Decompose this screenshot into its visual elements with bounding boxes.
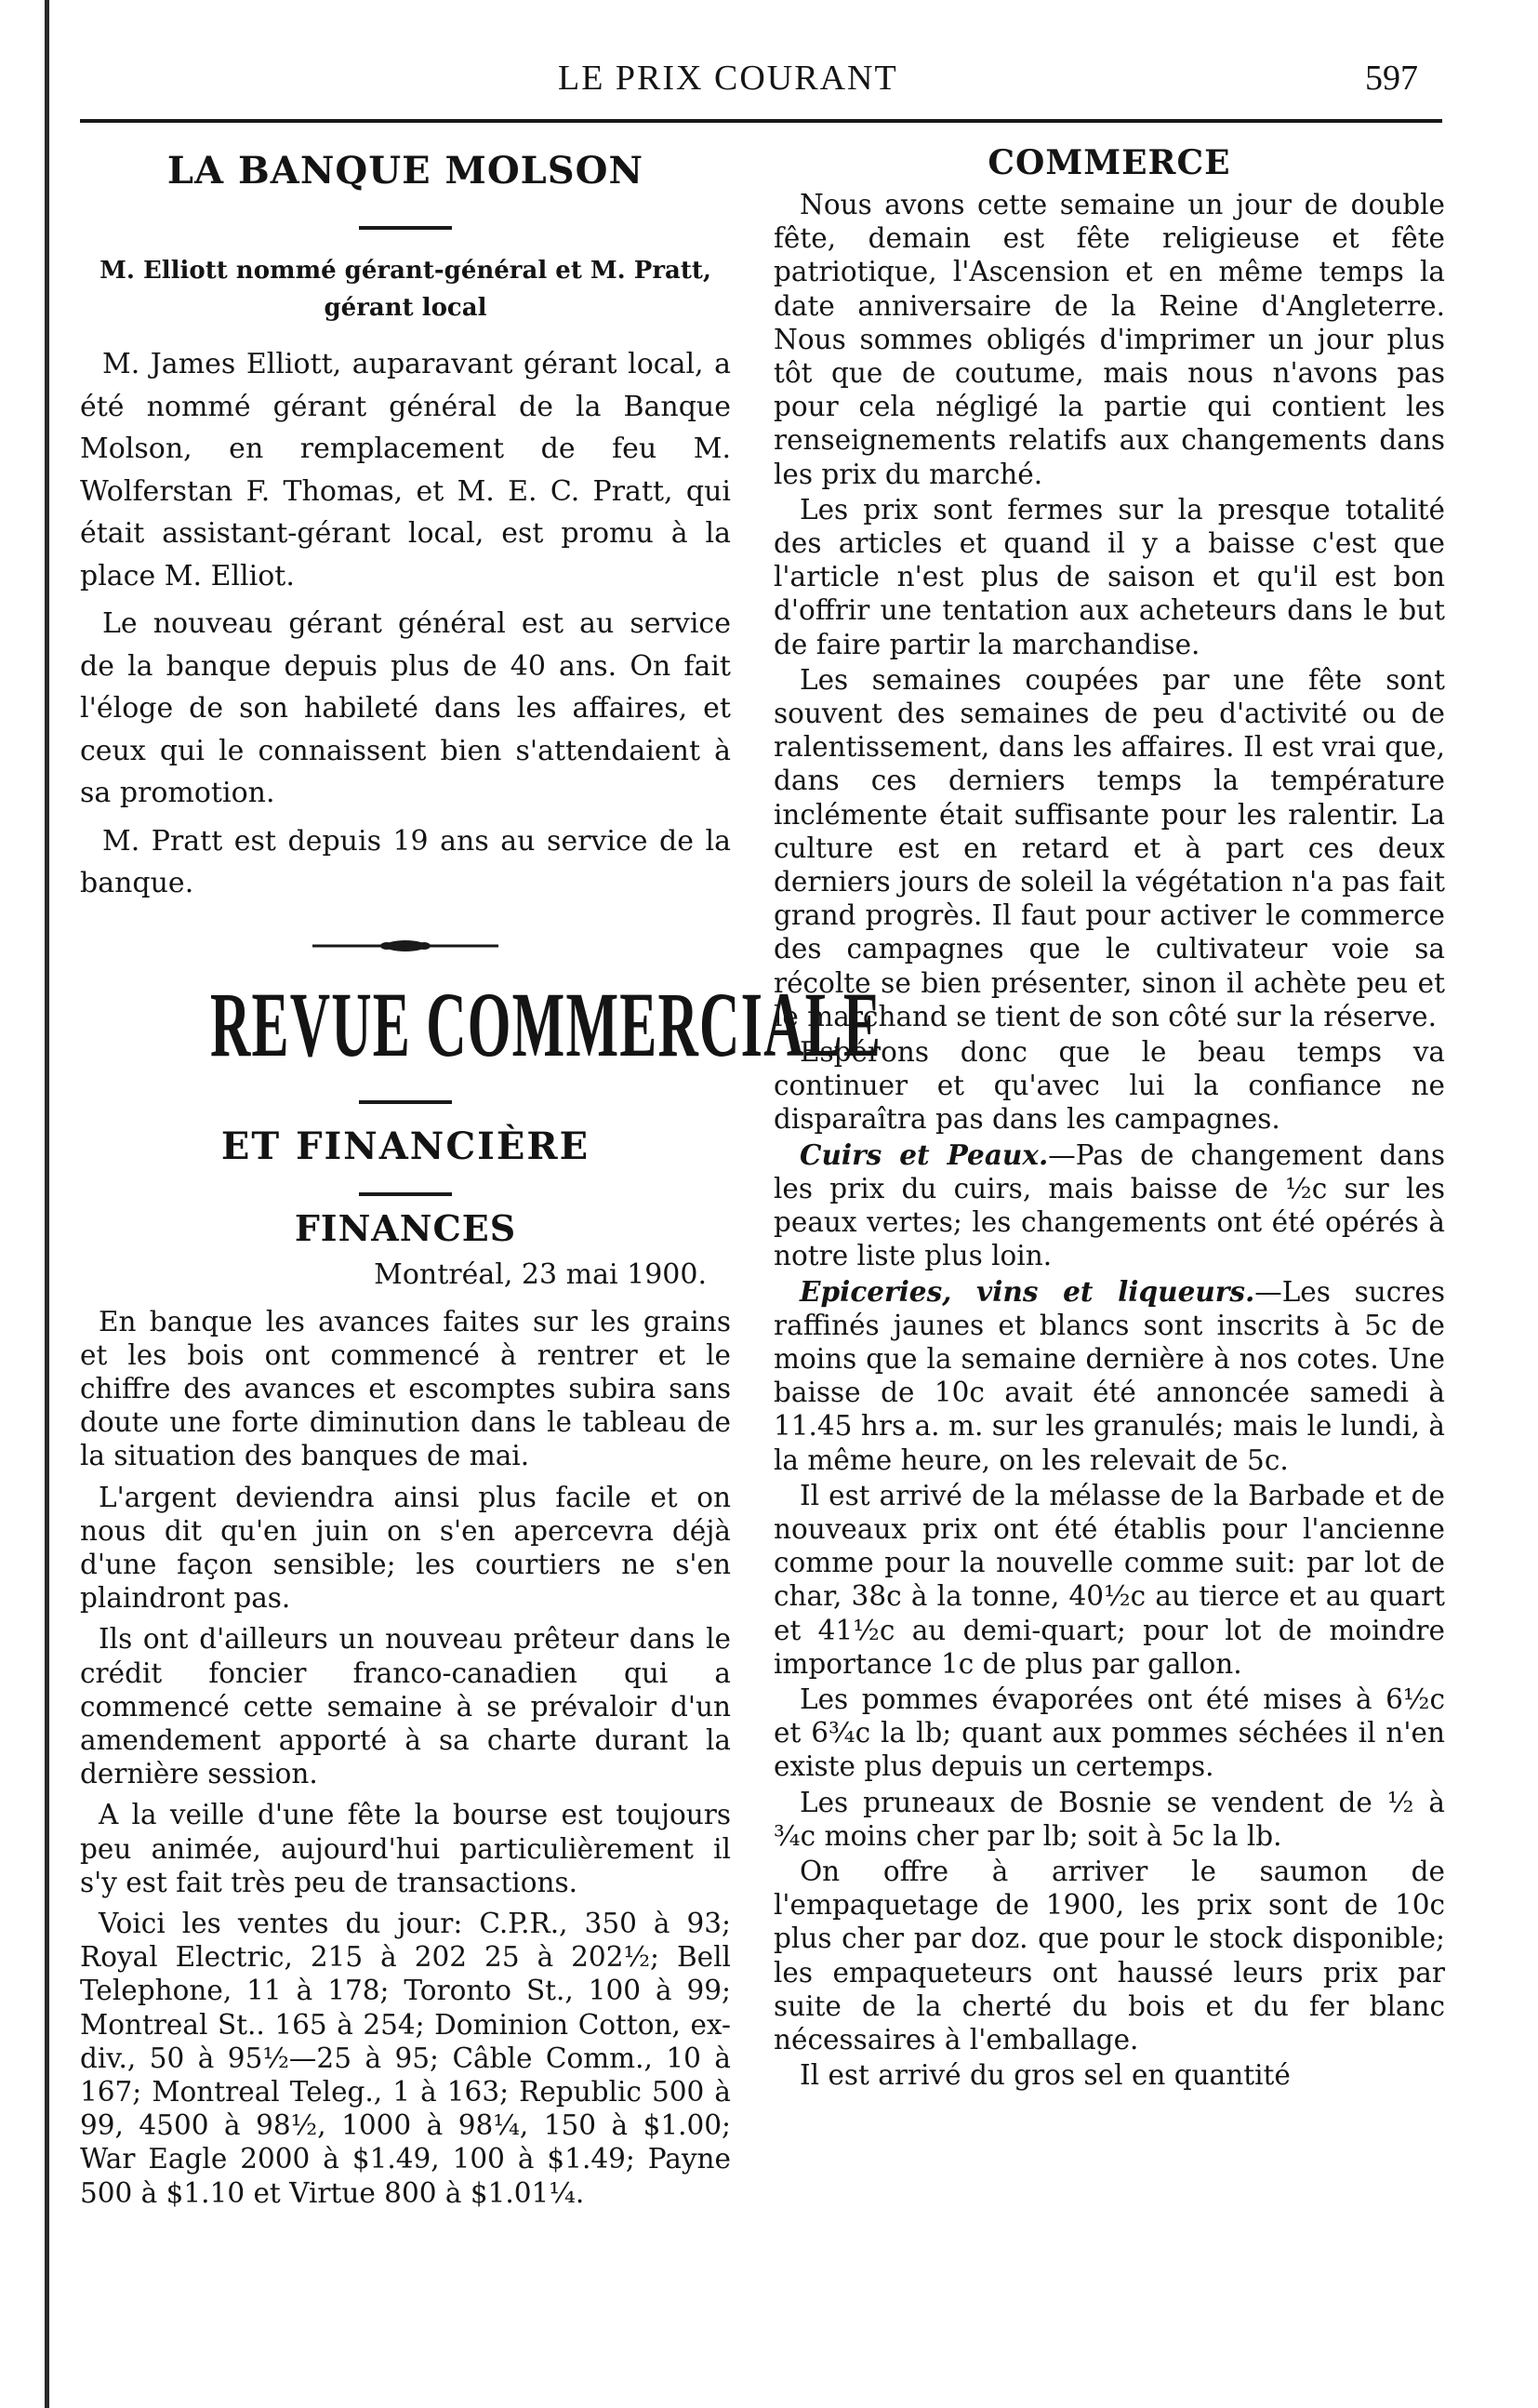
commerce-paragraph: Il est arrivé du gros sel en quantité [800,2059,1291,2092]
cuirs-lead: Cuirs et Peaux. [800,1137,1049,1171]
running-header [0,58,1538,113]
epiceries-paragraph [774,1275,1445,1477]
finances-paragraph: Voici les ventes du jour: C.P.R., 350 à 93; Royal Electric, 215 à 202 25 à 202½; Bell Telephone, 11 à 178; Toronto St., 100 à 99; Montreal St.. 165 à 254; Dominion Cotton, ex-div., 50 à 95½—25 à 95; Câble Comm., 10 à 167; Montreal Teleg., 1 à 163; Republic 500 à 99, 4500 à 98½, 1000 à 98¼, 150 à $1.00; War Eagle 2000 à $1.49, 100 à $1.49; Payne 500 à $1.10 et Virtue 800 à $1.01¼. [80,1907,731,2209]
finances-paragraph: En banque les avances faites sur les grains et les bois ont commencé à rentrer et le chiffre des avances et escomptes subira sans doute une forte diminution dans le tableau de la situation des banques de mai. [80,1305,731,1472]
commerce-paragraph: Les pommes évaporées ont été mises à 6½c et 6¾c la lb; quant aux pommes séchées il n'en existe plus depuis un certemps. [774,1683,1445,1783]
finances-paragraph: L'argent deviendra ainsi plus facile et on nous dit qu'en juin on s'en apercevra déjà d'une façon sensible; les courtiers ne s'en plaindront pas. [80,1481,731,1615]
epiceries-text: —Les sucres raffinés jaunes et blancs sont inscrits à 5c de moins que la semaine dernière à nos cotes. Une baisse de 10c avait été annoncée samedi à 11.45 hrs a. m. sur les granulés; mais le lundi, à la même heure, on les relevait de 5c. [774,1275,1445,1476]
left-margin-rule [45,0,49,2408]
running-title: LE PRIX COURANT [558,59,898,98]
commerce-paragraph: Les prix sont fermes sur la presque totalité des articles et quand il y a baisse c'est que l'article n'est plus de saison et qu'il est bon d'offrir une tentation aux acheteurs dans le but de faire partir la marchandise. [774,493,1445,660]
banque-paragraph: Le nouveau gérant général est au service de la banque depuis plus de 40 ans. On fait l'éloge de son habileté dans les affaires, et ceux qui le connaissent bien s'attendaient à sa promotion. [80,607,731,809]
commerce-paragraph: Espérons donc que le beau temps va continuer et qu'avec lui la confiance ne disparaîtra pas dans les campagnes. [774,1036,1445,1136]
right-column [774,138,1445,2094]
epiceries-lead: Epiceries, vins et liqueurs. [800,1274,1255,1308]
cuirs-paragraph [774,1138,1445,1273]
banque-paragraph: M. James Elliott, auparavant gérant local, a été nommé gérant général de la Banque Molson, en remplacement de feu M. Wolferstan F. Thomas, et M. E. C. Pratt, qui était assistant-gérant local, est promu à la place M. Elliot. [80,348,731,592]
left-column [80,138,882,2217]
header-rule [80,119,1442,123]
section-rule [359,1192,452,1196]
commerce-paragraph: Nous avons cette semaine un jour de double fête, demain est fête religieuse et fête patriotique, l'Ascension et en même temps la date anniversaire de la Reine d'Angleterre. Nous sommes obligés d'imprimer un jour plus tôt que de coutume, mais nous n'avons pas pour cela négligé la partie qui contient les renseignements relatifs aux changements dans les prix du marché. [774,189,1445,490]
revue-commerciale-title: REVUE COMMERCIALE [209,972,882,1076]
commerce-paragraph: Les semaines coupées par une fête sont souvent des semaines de peu d'activité ou de ralentissement, dans les affaires. Il est vrai que, dans ces derniers temps la température inclémente était suffisante pour les ralentir. La culture est en retard et à part ces deux derniers jours de soleil la végétation n'a pas fait grand progrès. Il faut pour activer le commerce des campagnes que le cultivateur voie sa récolte se bien présenter, sinon il achète peu et le marchand se tient de son côté sur la réserve. [774,663,1445,1032]
finances-title: FINANCES [294,1206,517,1249]
finances-paragraph: Ils ont d'ailleurs un nouveau prêteur dans le crédit foncier franco-canadien qui a commencé cette semaine à se prévaloir d'un amendement apporté à sa charte durant la dernière session. [80,1623,731,1790]
financiere-subtitle: ET FINANCIÈRE [220,1124,590,1168]
banque-molson-title: LA BANQUE MOLSON [166,149,644,193]
commerce-paragraph: Il est arrivé de la mélasse de la Barbade et de nouveaux prix ont été établis pour l'ancienne comme pour la nouvelle comme suit: par lot de char, 38c à la tonne, 40½c au tierce et au quart et 41½c au demi-quart; pour lot de moindre importance 1c de plus par gallon. [774,1479,1445,1680]
page-number: 597 [1365,59,1418,98]
banque-subhead: M. Elliott nommé gérant-général et M. Pratt, gérant local [99,257,711,322]
commerce-paragraph: On offre à arriver le saumon de l'empaquetage de 1900, les prix sont de 10c plus cher par doz. que pour le stock disponible; les empaqueteurs ont haussé leurs prix par suite de la cherté du bois et du fer blanc nécessaires à l'emballage. [774,1855,1445,2055]
section-rule [359,226,452,230]
cuirs-text: —Pas de changement dans les prix du cuirs, mais baisse de ½c sur les peaux vertes; les changements ont été opérés à notre liste plus loin. [774,1138,1445,1272]
banque-paragraph: M. Pratt est depuis 19 ans au service de la banque. [80,824,731,899]
commerce-title: COMMERCE [988,143,1231,182]
dateline: Montréal, 23 mai 1900. [374,1257,707,1291]
finances-paragraph: A la veille d'une fête la bourse est toujours peu animée, aujourd'hui particulièrement il s'y est fait très peu de transactions. [80,1799,731,1898]
ornament-divider [312,937,498,955]
section-rule [359,1100,452,1104]
commerce-paragraph: Les pruneaux de Bosnie se vendent de ½ à ¾c moins cher par lb; soit à 5c la lb. [774,1786,1445,1852]
